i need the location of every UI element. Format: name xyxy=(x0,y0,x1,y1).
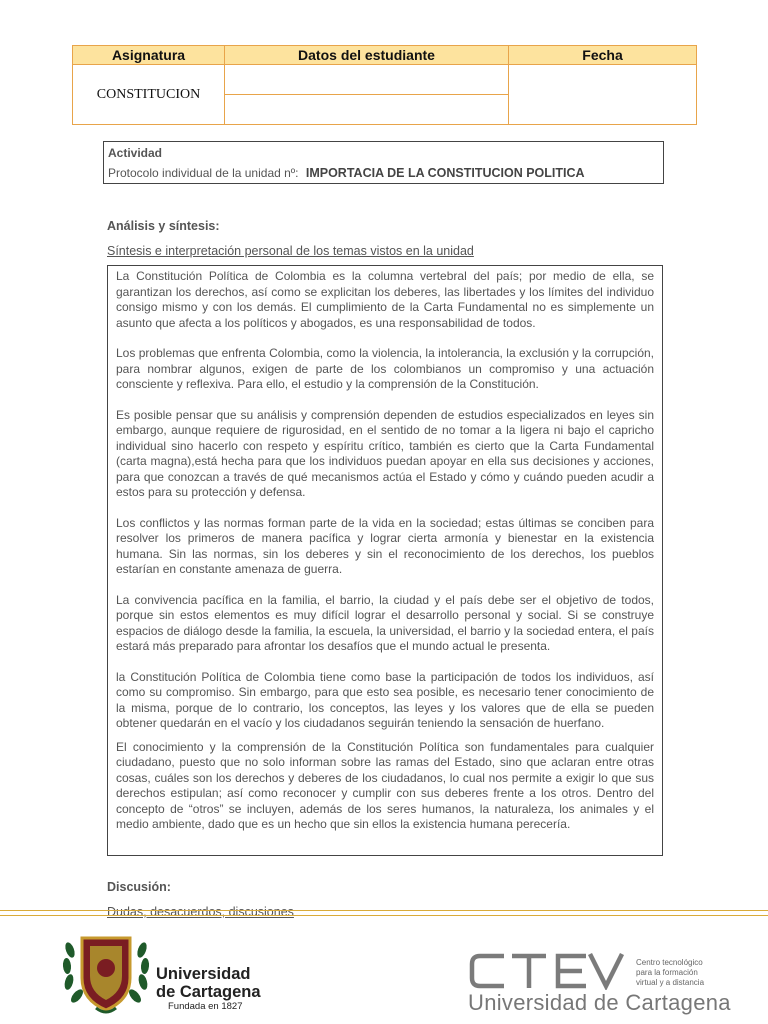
protocol-title: IMPORTACIA DE LA CONSTITUCION POLITICA xyxy=(305,166,585,180)
paragraph: La Constitución Política de Colombia es la columna vertebral del país; por medio de ella, se garantizan los derechos, así como se explicitan los deberes, las libertades y los límites del individuo consigo mismo y con los demás. El cumplimiento de la Carta Fundamental no es simplemente un asunto que afecta a los políticos y abogados, es una responsabilidad de todos. xyxy=(116,269,654,330)
header-subject-label: Asignatura xyxy=(73,46,225,65)
university-name-line1: Universidad xyxy=(156,965,251,983)
paragraph: Los conflictos y las normas forman parte de la vida en la sociedad; estas últimas se conciben para resolver los primeros de manera pacífica y lograr cierta armonía y bienestar en la existencia humana. Sin las normas, sin los deberes y sin el reconocimiento de los derechos, los pueblos estarían en constante amenaza de guerra. xyxy=(116,515,654,576)
ctev-description xyxy=(636,958,726,988)
protocol-prefix: Protocolo individual de la unidad nº: xyxy=(108,166,299,180)
footer-rule-bottom xyxy=(0,915,768,916)
ctev-desc-line1: Centro tecnológico xyxy=(636,958,703,967)
university-crest-icon xyxy=(60,928,152,1023)
header-table xyxy=(72,45,697,125)
paragraph: La convivencia pacífica en la familia, el barrio, la ciudad y el país debe ser el objetivo de todos, porque sin estos elementos es muy difícil lograr el desarrollo personal y social. Si se construye espacios de diálogo desde la familia, la escuela, la universidad, el barrio y la sociedad entera, el país estará más preparado para afrontar los desafíos que el mundo actual le presenta. xyxy=(116,592,654,653)
university-founded: Fundada en 1827 xyxy=(168,1001,243,1012)
activity-protocol-line xyxy=(108,163,659,183)
discussion-subtitle: Dudas, desacuerdos, discusiones xyxy=(107,905,294,919)
paragraph: El conocimiento y la comprensión de la Constitución Política son fundamentales para cualquier ciudadano, puesto que no solo informan sobre las ramas del Estado, sino que aclaran entre otras cosas, cuáles son los derechos y deberes de los ciudadanos, lo cual nos permite a exigir lo que sus derechos estipulan; así como reconocer y cumplir con sus deberes frente a los otros. Dentro del concepto de “otros” se incluyen, además de los seres humanos, la naturaleza, los animales y el medio ambiente, dado que es un hecho que sin ellos la existencia humana perecería. xyxy=(116,739,654,831)
analysis-title: Análisis y síntesis: xyxy=(107,219,220,233)
ctev-desc-line2: para la formación xyxy=(636,968,698,977)
ctev-desc-line3: virtual y a distancia xyxy=(636,978,705,987)
student-field-2[interactable] xyxy=(225,95,509,125)
paragraph: Los problemas que enfrenta Colombia, como la violencia, la intolerancia, la exclusión y la corrupción, para nombrar algunos, exigen de parte de los colombianos un compromiso y una actuación consciente y reflexiva. Para ello, el estudio y la comprensión de la Constitución. xyxy=(116,346,654,391)
date-field[interactable] xyxy=(509,65,697,125)
ctev-logo xyxy=(468,950,628,995)
footer-rule-top xyxy=(0,910,768,911)
analysis-text-box xyxy=(107,265,663,856)
analysis-subtitle: Síntesis e interpretación personal de los temas vistos en la unidad xyxy=(107,244,474,258)
discussion-title: Discusión: xyxy=(107,880,171,894)
ctev-university-name: Universidad de Cartagena xyxy=(468,990,731,1015)
header-date-label: Fecha xyxy=(509,46,697,65)
header-student-label: Datos del estudiante xyxy=(225,46,509,65)
paragraph: Es posible pensar que su análisis y comprensión dependen de estudios especializados en leyes sin embargo, aunque requiere de rigurosidad, en el sentido de no tomar a la ligera ni bajo el capricho individual sino hacerlo con respeto y espíritu crítico, también es cierto que la Carta Fundamental (carta magna),está hecha para que los individuos puedan apoyar en ella sus decisiones y acciones, para que conozcan a través de qué mecanismos actúa el Estado y cómo y cuándo pueden acudir a estos para su protección y defensa. xyxy=(116,407,654,499)
university-name xyxy=(156,965,261,1001)
activity-box xyxy=(103,141,664,184)
paragraph: la Constitución Política de Colombia tiene como base la participación de todos los individuos, así como su compromiso. Sin embargo, para que esto sea posible, es necesario tener conocimiento de la misma, porque de lo contrario, los conceptos, las leyes y los valores que de ella se pueden obtener quedarán en el vacío y los ciudadanos seguirán teniendo la sensación de huerfano. xyxy=(116,669,654,730)
university-name-line2: de Cartagena xyxy=(156,983,261,1001)
student-field-1[interactable] xyxy=(225,65,509,95)
subject-value: CONSTITUCION xyxy=(73,65,225,125)
activity-label: Actividad xyxy=(108,146,163,160)
